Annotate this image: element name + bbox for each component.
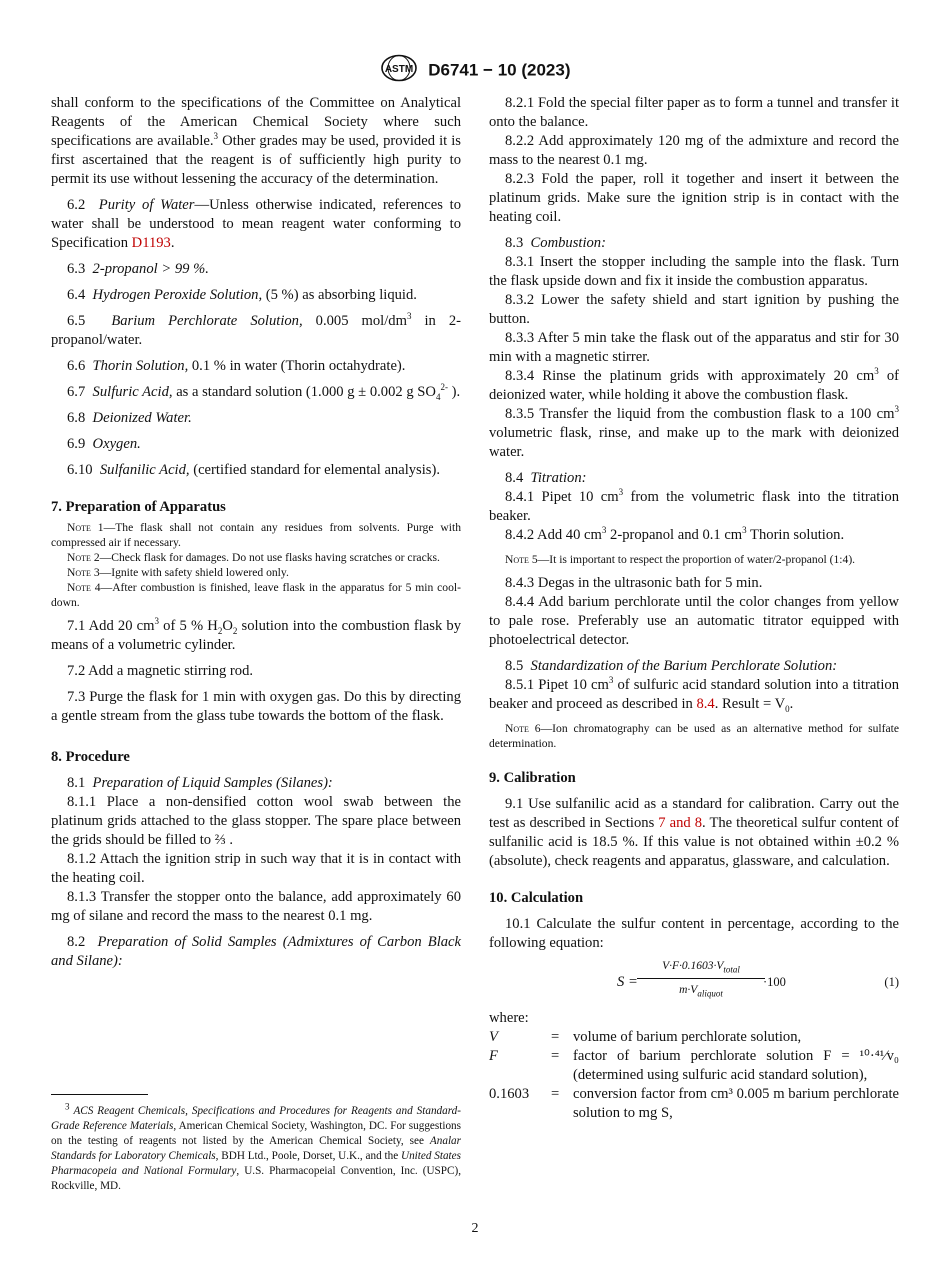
equation-1 [489,957,899,1009]
astm-logo-icon [380,54,418,87]
section-7-2: 7.2 Add a magnetic stirring rod. [67,663,254,679]
section-8-heading: 8. Procedure [51,749,130,765]
section-8-1-2: 8.1.2 Attach the ignition strip in such way that it is in contact with the heating coil. [51,851,461,886]
note-6: Note 6—Ion chromatography can be used as an alternative method for sulfate determination. [489,722,899,750]
document-id: D6741 − 10 (2023) [428,60,571,80]
section-6-4: 6.4 Hydrogen Peroxide Solution, (5 %) as absorbing liquid. [67,287,417,303]
ref-7-and-8-link[interactable]: 7 and 8 [658,815,703,831]
section-10-1: 10.1 Calculate the sulfur content in percentage, according to the following equation: [489,916,899,951]
section-6-2: 6.2 Purity of Water—Unless otherwise indicated, references to water shall be understood to mean reagent water conforming to Specification D1193. [51,197,462,251]
section-9-1: 9.1 Use sulfanilic acid as a standard for calibration. Carry out the test as described in Sections 7 and 8. The theoretical sulfur content of sulfanilic acid is 18.5 %. If this value is not obtained within ±0.2 % (absolute), check reagents and apparatus, glassware, and calculation. [489,796,899,869]
section-6-9: 6.9 Oxygen. [67,436,141,452]
section-8-4-4: 8.4.4 Add barium perchlorate until the color changes from yellow to pale rose. Preferably use an automatic titrator equipped with photoelectrical detector. [489,594,899,648]
where-row-f: F = factor of barium perchlorate solution F = ¹⁰·⁴¹⁄v₀ (determined using sulfuric acid standard solution), [489,1048,899,1083]
note-4: Note 4—After combustion is finished, leave flask in the apparatus for 5 min cool-down. [51,581,461,609]
ref-8-4-link[interactable]: 8.4 [696,696,715,712]
section-6-6: 6.6 Thorin Solution, 0.1 % in water (Thorin octahydrate). [67,358,406,374]
note-5: Note 5—It is important to respect the proportion of water/2-propanol (1:4). [505,553,856,566]
section-6-3: 6.3 2-propanol > 99 %. [67,261,209,277]
footnote-rule [51,1094,148,1095]
section-8-2-2: 8.2.2 Add approximately 120 mg of the admixture and record the mass to the nearest 0.1 mg. [489,133,899,168]
section-7-3: 7.3 Purge the flask for 1 min with oxygen gas. Do this by directing a gentle stream from the glass tube towards the bottom of the flask. [51,689,461,724]
section-8-1-3: 8.1.3 Transfer the stopper onto the balance, add approximately 60 mg of silane and record the mass to the nearest 0.1 mg. [51,889,461,924]
section-8-3-5: 8.3.5 Transfer the liquid from the combustion flask to a 100 $cm^3$ volumetric flask, rinse, and make up to the mark with deionized water. [489,404,899,460]
ref-d1193-link[interactable]: D1193 [131,235,171,251]
footnote-3: $^3$ ACS Reagent Chemicals, Specifications and Procedures for Reagents and Standard-Grade Reference Materials, American Chemical Society, Washington, DC. For suggestions on the testing of reagents not listed by the American Chemical Society, see Analar Standards for Laboratory Chemicals, BDH Ltd., Poole, Dorset, U.K., and the United States Pharmacopeia and National Formulary, U.S. Pharmacopeial Convention, Inc. (USPC), Rockville, MD. [51,1101,461,1192]
note-3: Note 3—Ignite with safety shield lowered only. [67,566,289,579]
section-8-3-4: 8.3.4 Rinse the platinum grids with approximately 20 $cm^3$ of deionized water, while holding it above the combustion flask. [489,366,899,403]
section-9-heading: 9. Calibration [489,770,576,786]
svg-text:ASTM: ASTM [384,64,413,75]
section-6-10: 6.10 Sulfanilic Acid, (certified standard for elemental analysis). [67,462,440,478]
section-6-8: 6.8 Deionized Water. [67,410,192,426]
left-column [51,94,461,971]
where-label: where: [489,1010,529,1026]
equation-denominator: $m\cdot V_{aliquot}$ [679,984,723,999]
section-6-5: 6.5 Barium Perchlorate Solution, 0.005 mol/$dm^3$ in 2-propanol/water. [51,311,462,348]
where-row-0-1603: 0.1603 = conversion factor from cm³ 0.005 m barium perchlorate solution to mg S, [489,1086,899,1121]
section-8-3-2: 8.3.2 Lower the safety shield and start ignition by pushing the button. [489,292,899,327]
section-10-heading: 10. Calculation [489,890,584,906]
section-8-4-2: 8.4.2 Add 40 $cm^3$ 2-propanol and 0.1 $cm^3$ Thorin solution. [505,525,845,543]
section-8-4-1: 8.4.1 Pipet 10 $cm^3$ from the volumetric flask into the titration beaker. [489,487,899,524]
equation-numerator: $V\cdot F\cdot 0.1603\cdot V_{total}$ [637,957,765,979]
equation-number: (1) [884,975,899,989]
section-8-4: 8.4 Titration: [505,470,587,486]
equation-multiplier: ·100 [763,975,786,989]
section-8-3: 8.3 Combustion: [505,235,606,251]
right-column [489,94,899,1123]
paragraph-6-1-cont: shall conform to the specifications of the Committee on Analytical Reagents of the American Chemical Society where such specifications are available.$^3$ Other grades may be used, provided it is first ascertained that the reagent is of sufficiently high purity to permit its use without lessening the accuracy of the determination. [51,95,461,187]
section-6-7: 6.7 Sulfuric Acid, as a standard solution (1.000 g ± 0.002 g $SO_4^{2-}$ ). [67,382,461,402]
page-number: 2 [471,1221,479,1236]
where-row-v: V = volume of barium perchlorate solution, [489,1029,802,1045]
note-1: Note 1—The flask shall not contain any residues from solvents. Purge with compressed air if necessary. [51,521,461,549]
section-8-3-1: 8.3.1 Insert the stopper including the sample into the flask. Turn the flask upside down and fix it inside the combustion apparatus. [489,254,899,289]
section-8-4-3: 8.4.3 Degas in the ultrasonic bath for 5 min. [505,575,763,591]
section-8-5-1: 8.5.1 Pipet 10 $cm^3$ of sulfuric acid standard solution into a titration beaker and proceed as described in 8.4. Result = $V_0$. [489,675,899,714]
section-7-1: 7.1 Add 20 $cm^3$ of 5 % $H_2O_2$ solution into the combustion flask by means of a volumetric cylinder. [51,616,461,653]
section-8-1-1: 8.1.1 Place a non-densified cotton wool swab between the platinum grids attached to the glass stopper. The spare place between the grids should be filled to ⅔ . [51,794,461,848]
section-8-2: 8.2 Preparation of Solid Samples (Admixtures of Carbon Black and Silane): [51,934,462,969]
section-7-heading: 7. Preparation of Apparatus [51,499,226,515]
page-header [0,54,950,87]
section-8-2-3: 8.2.3 Fold the paper, roll it together and insert it between the platinum grids. Make sure the ignition strip is in contact with the heating coil. [489,171,899,225]
section-8-3-3: 8.3.3 After 5 min take the flask out of the apparatus and stir for 30 min with a magnetic stirrer. [489,330,899,365]
section-8-1: 8.1 Preparation of Liquid Samples (Silanes): [67,775,333,791]
section-8-2-1: 8.2.1 Fold the special filter paper as to form a tunnel and transfer it onto the balance. [489,95,899,130]
equation-fraction [637,957,765,1000]
note-2: Note 2—Check flask for damages. Do not use flasks having scratches or cracks. [67,551,440,564]
section-8-5: 8.5 Standardization of the Barium Perchlorate Solution: [505,658,838,674]
equation-lhs: S = [617,974,638,990]
